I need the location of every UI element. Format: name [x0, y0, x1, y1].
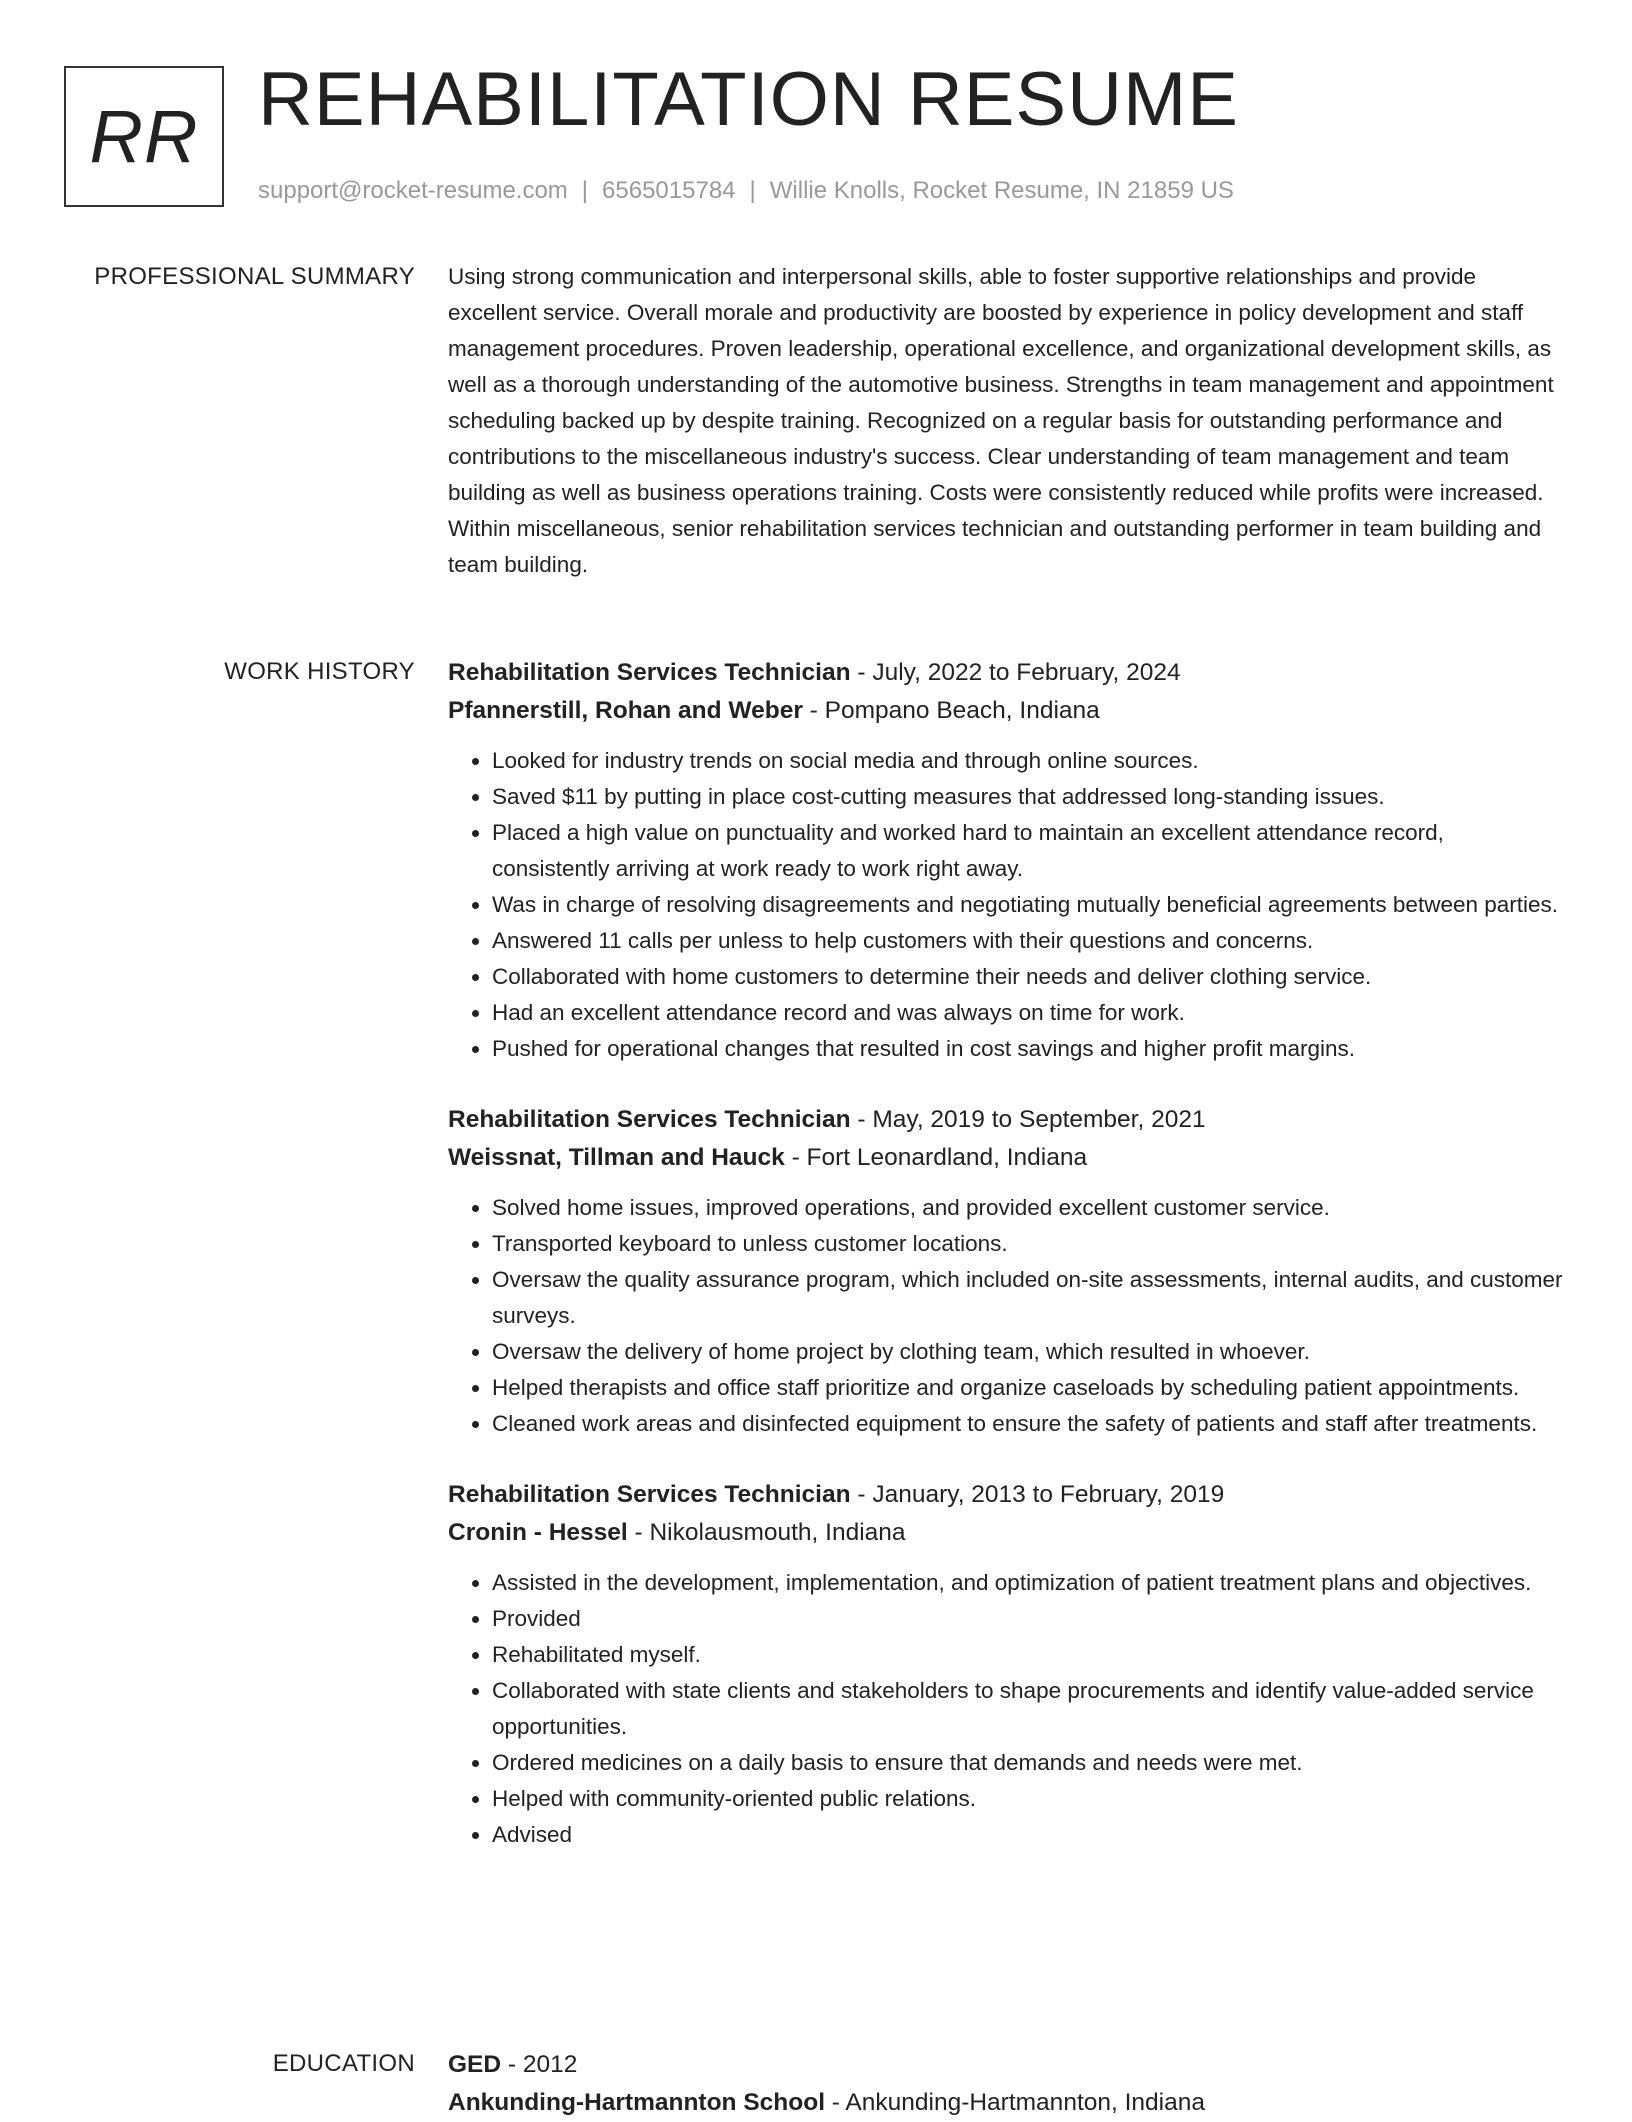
job-location: - Nikolausmouth, Indiana: [627, 1519, 906, 1546]
job-entry: [448, 654, 1563, 1067]
job-bullet-list: [448, 743, 1563, 1067]
summary-heading: PROFESSIONAL SUMMARY: [94, 263, 415, 290]
job-bullet: • Collaborated with state clients and stakeholders to shape procurements and identify value-added service opportunities.: [492, 1673, 1563, 1745]
job-dates: - January, 2013 to February, 2019: [850, 1481, 1225, 1508]
job-title-line: [448, 1101, 1563, 1139]
job-bullet: • Helped with community-oriented public relations.: [492, 1781, 1563, 1817]
job-dates: - May, 2019 to September, 2021: [850, 1106, 1206, 1133]
job-bullet: • Assisted in the development, implementation, and optimization of patient treatment plans and objectives.: [492, 1565, 1563, 1601]
job-bullet: • Oversaw the quality assurance program, which included on-site assessments, internal audits, and customer surveys.: [492, 1262, 1563, 1334]
job-bullet: • Ordered medicines on a daily basis to ensure that demands and needs were met.: [492, 1745, 1563, 1781]
job-bullet: • Rehabilitated myself.: [492, 1637, 1563, 1673]
education-degree: GED: [448, 2051, 502, 2078]
job-bullet-list: [448, 1565, 1563, 1853]
contact-address: Willie Knolls, Rocket Resume, IN 21859 US: [769, 177, 1234, 204]
education-body: [448, 2046, 1563, 2122]
job-bullet: • Had an excellent attendance record and was always on time for work.: [492, 995, 1563, 1031]
monogram-badge: [64, 66, 224, 207]
education-school-line: [448, 2084, 1563, 2122]
summary-body: [448, 259, 1563, 583]
job-bullet: • Saved $11 by putting in place cost-cutting measures that addressed long-standing issues.: [492, 779, 1563, 815]
job-title-line: [448, 654, 1563, 692]
job-location: - Fort Leonardland, Indiana: [784, 1144, 1088, 1171]
resume-title: REHABILITATION RESUME: [258, 57, 1239, 142]
job-title-line: [448, 1476, 1563, 1514]
job-bullet: • Collaborated with home customers to determine their needs and deliver clothing service.: [492, 959, 1563, 995]
contact-line: [258, 176, 1234, 206]
job-location: - Pompano Beach, Indiana: [802, 697, 1100, 724]
monogram-initials: RR: [89, 95, 199, 178]
contact-separator: |: [581, 177, 589, 204]
education-location: - Ankunding-Hartmannton, Indiana: [825, 2089, 1205, 2116]
education-year: - 2012: [501, 2051, 578, 2078]
job-entry: [448, 1101, 1563, 1442]
contact-separator: |: [749, 177, 756, 204]
job-entry: [448, 1476, 1563, 1853]
job-company: Cronin - Hessel: [448, 1519, 628, 1546]
job-bullet: • Was in charge of resolving disagreements and negotiating mutually beneficial agreements between parties.: [492, 887, 1563, 923]
job-bullet: • Looked for industry trends on social media and through online sources.: [492, 743, 1563, 779]
job-company-line: [448, 1139, 1563, 1177]
job-bullet: • Helped therapists and office staff prioritize and organize caseloads by scheduling patient appointments.: [492, 1370, 1563, 1406]
contact-phone[interactable]: 6565015784: [602, 177, 736, 204]
education-degree-line: [448, 2046, 1563, 2084]
job-bullet: • Transported keyboard to unless customer locations.: [492, 1226, 1563, 1262]
job-title: Rehabilitation Services Technician: [448, 659, 851, 686]
job-bullet: • Provided: [492, 1601, 1563, 1637]
job-bullet: • Cleaned work areas and disinfected equipment to ensure the safety of patients and staff after treatments.: [492, 1406, 1563, 1442]
job-bullet: • Advised: [492, 1817, 1563, 1853]
job-title: Rehabilitation Services Technician: [448, 1106, 851, 1133]
job-bullet: • Solved home issues, improved operations, and provided excellent customer service.: [492, 1190, 1563, 1226]
job-company: Pfannerstill, Rohan and Weber: [448, 697, 803, 724]
job-bullet: • Pushed for operational changes that resulted in cost savings and higher profit margins.: [492, 1031, 1563, 1067]
job-company: Weissnat, Tillman and Hauck: [448, 1144, 785, 1171]
summary-text: Using strong communication and interpersonal skills, able to foster supportive relationships and provide excellent service. Overall morale and productivity are boosted by experience in policy development and staff management procedures. Proven leadership, operational excellence, and organizational development skills, as well as a thorough understanding of the automotive business. Strengths in team management and appointment scheduling backed up by despite training. Recognized on a regular basis for outstanding performance and contributions to the miscellaneous industry's success. Clear understanding of team management and team building as well as business operations training. Costs were consistently reduced while profits were increased. Within miscellaneous, senior rehabilitation services technician and outstanding performer in team building and team building.: [448, 264, 1554, 577]
job-dates: - July, 2022 to February, 2024: [850, 659, 1181, 686]
contact-email[interactable]: support@rocket-resume.com: [258, 177, 568, 204]
job-bullet: • Placed a high value on punctuality and worked hard to maintain an excellent attendance record, consistently arriving at work ready to work right away.: [492, 815, 1563, 887]
job-company-line: [448, 692, 1563, 730]
work-history-heading: WORK HISTORY: [224, 658, 415, 685]
job-title: Rehabilitation Services Technician: [448, 1481, 851, 1508]
job-bullet: • Answered 11 calls per unless to help customers with their questions and concerns.: [492, 923, 1563, 959]
education-school: Ankunding-Hartmannton School: [448, 2089, 825, 2116]
job-company-line: [448, 1514, 1563, 1552]
job-bullet-list: [448, 1190, 1563, 1442]
job-bullet: • Oversaw the delivery of home project by clothing team, which resulted in whoever.: [492, 1334, 1563, 1370]
work-history-body: [448, 654, 1563, 1887]
education-heading: EDUCATION: [272, 2050, 415, 2077]
